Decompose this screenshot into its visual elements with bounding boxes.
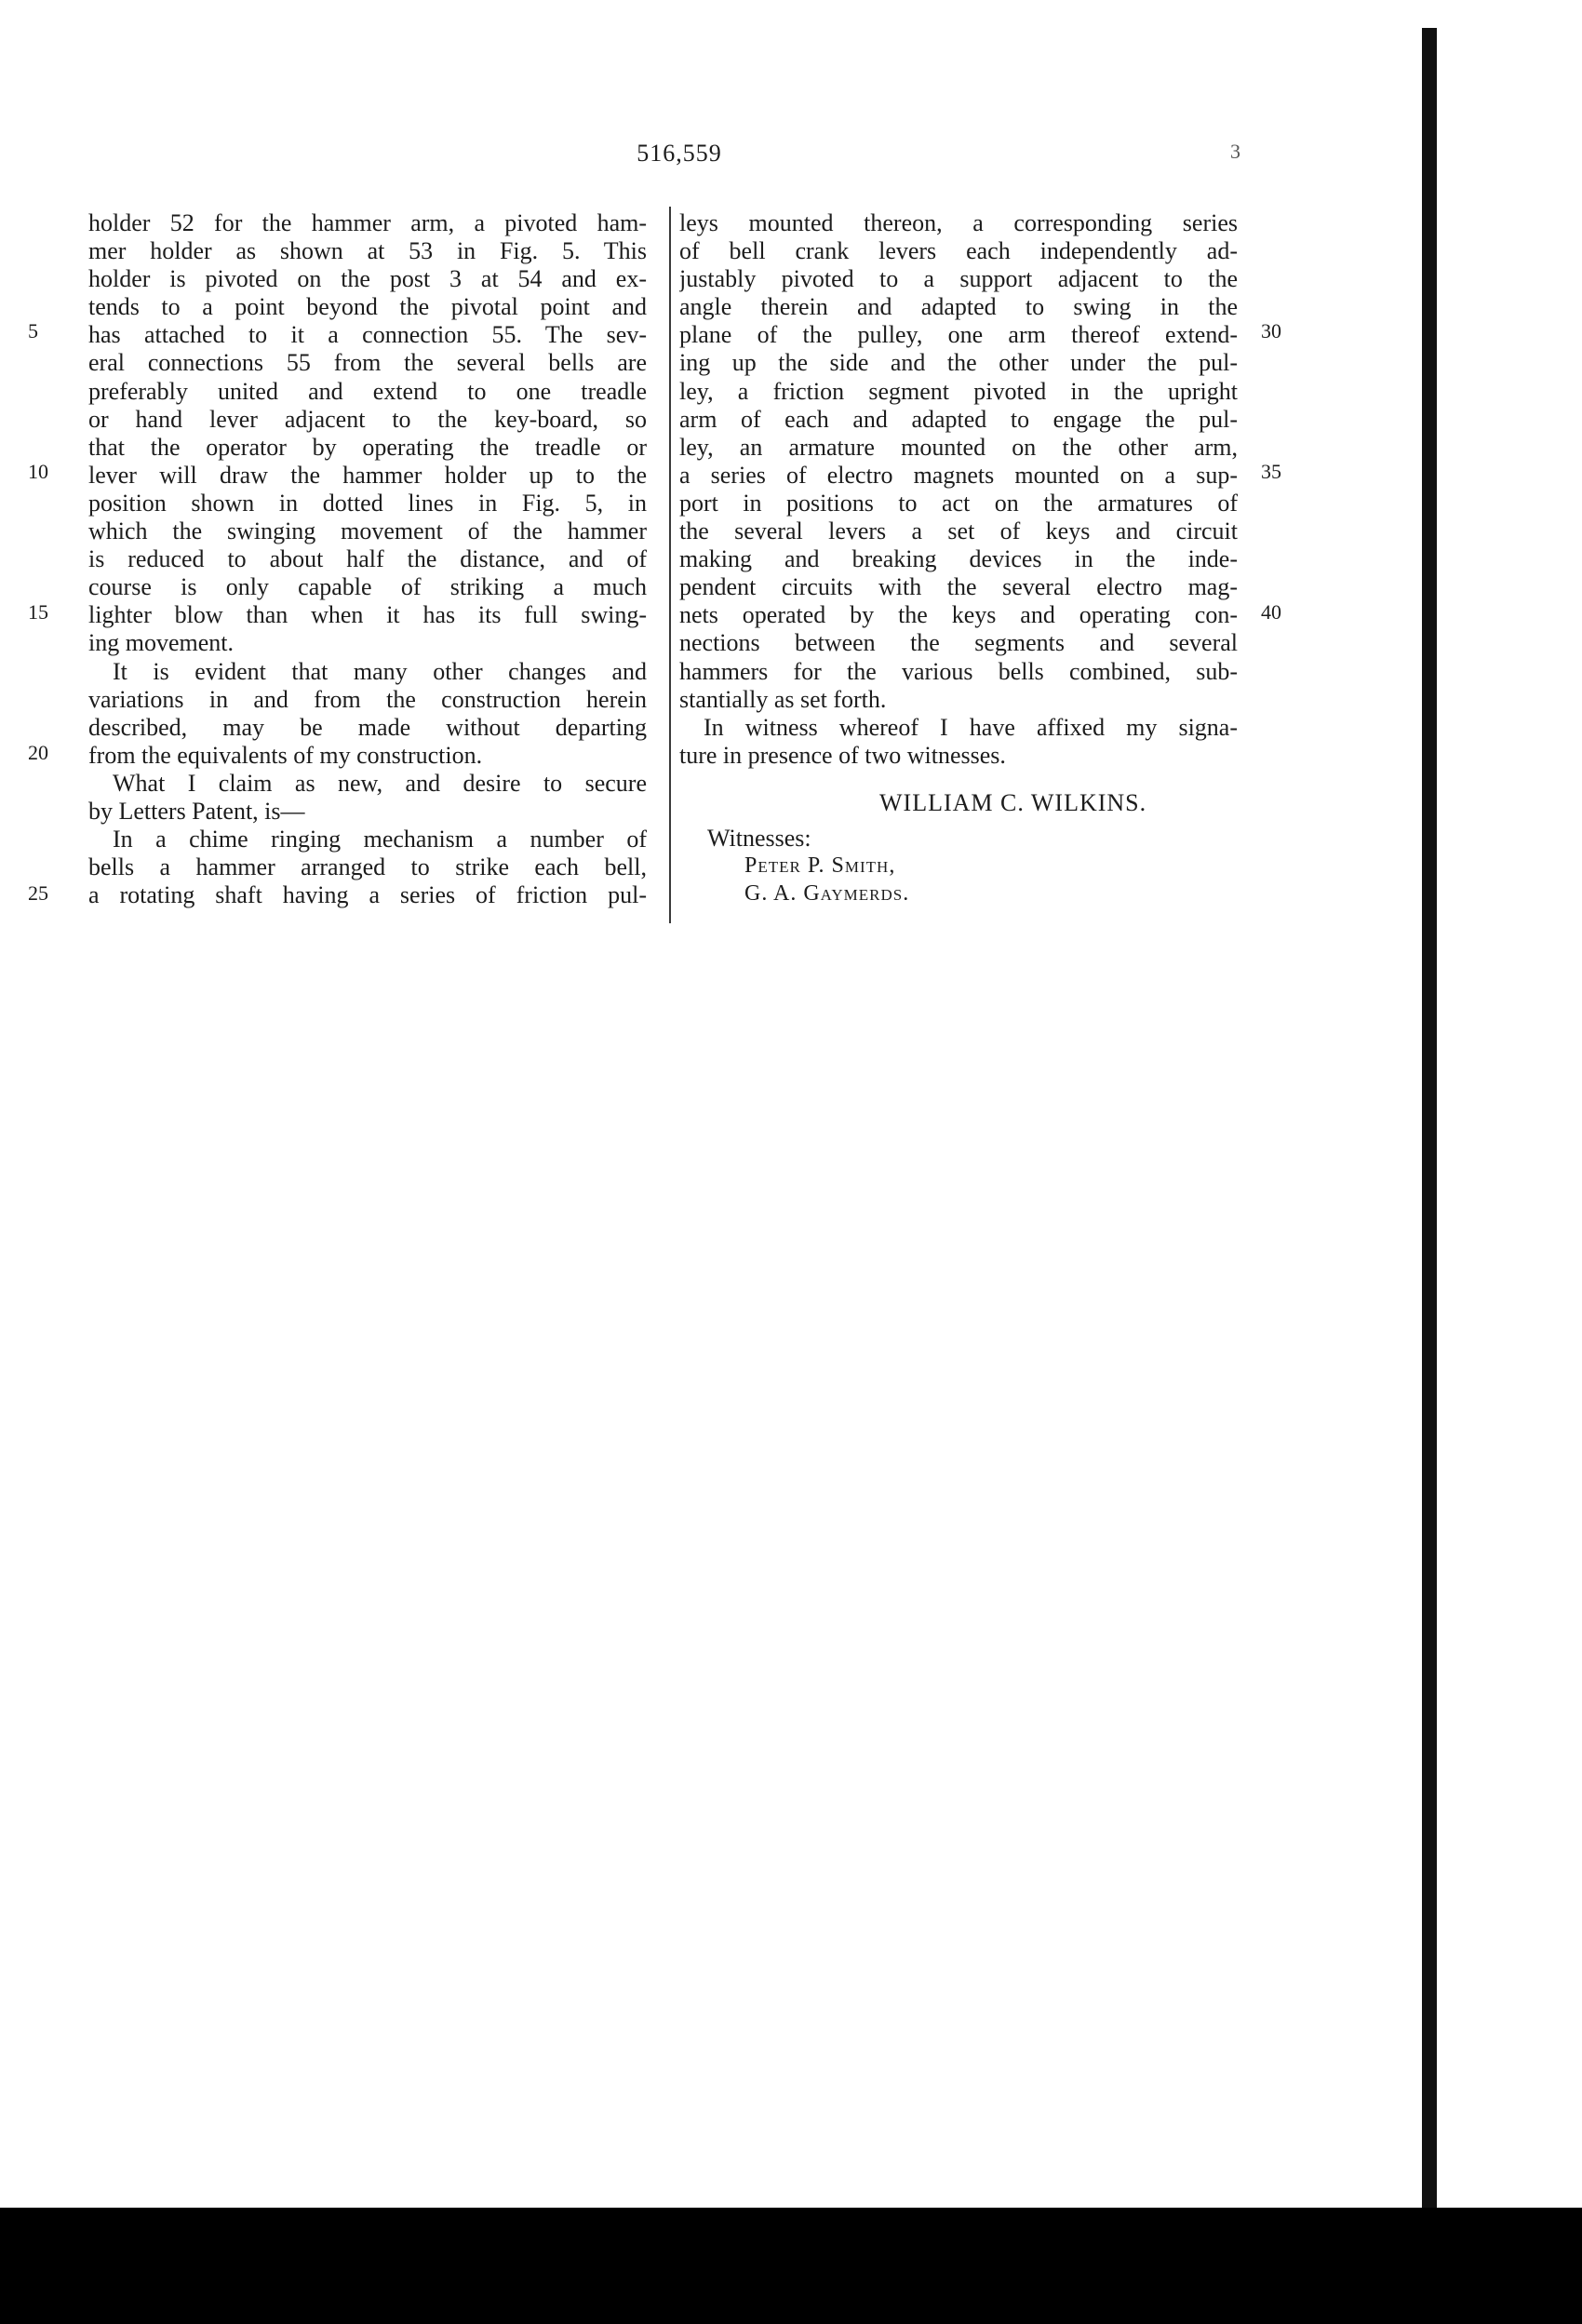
- text-line: variations in and from the construction herein: [88, 685, 647, 713]
- text-line: arm of each and adapted to engage the pul-: [679, 405, 1238, 433]
- text-line: In witness whereof I have affixed my signa-: [704, 713, 1238, 741]
- text-line: ture in presence of two witnesses.: [679, 741, 1006, 769]
- text-line: tends to a point beyond the pivotal point and: [88, 293, 647, 321]
- text-line: holder is pivoted on the post 3 at 54 and ex-: [88, 265, 647, 293]
- scan-bottom-band: [0, 2208, 1582, 2324]
- line-number: 20: [28, 741, 48, 764]
- text-line: position shown in dotted lines in Fig. 5, in: [88, 489, 647, 517]
- text-line: stantially as set forth.: [679, 685, 887, 713]
- sheet-number: 3: [1230, 140, 1240, 163]
- text-line: which the swinging movement of the hammer: [88, 517, 647, 545]
- line-number: 30: [1261, 319, 1281, 343]
- text-line: described, may be made without departing: [88, 713, 647, 741]
- left-text-column: [88, 209, 647, 909]
- text-line: has attached to it a connection 55. The sev-: [88, 321, 647, 349]
- text-line: mer holder as shown at 53 in Fig. 5. This: [88, 237, 647, 265]
- text-line: holder 52 for the hammer arm, a pivoted ham-: [88, 209, 647, 236]
- line-number: 10: [28, 460, 48, 483]
- text-line: a rotating shaft having a series of friction pul-: [88, 881, 647, 909]
- text-line: making and breaking devices in the inde-: [679, 545, 1238, 573]
- text-line: hammers for the various bells combined, sub-: [679, 657, 1238, 685]
- text-line: In a chime ringing mechanism a number of: [113, 826, 647, 853]
- text-line: course is only capable of striking a much: [88, 573, 647, 601]
- text-line: nections between the segments and several: [679, 629, 1238, 657]
- text-line: preferably united and extend to one treadle: [88, 377, 647, 405]
- text-line: ley, an armature mounted on the other arm,: [679, 433, 1238, 461]
- inventor-signature: WILLIAM C. WILKINS.: [879, 789, 1147, 816]
- text-line: It is evident that many other changes and: [113, 657, 647, 685]
- text-line: eral connections 55 from the several bells are: [88, 349, 647, 377]
- witness-name: Peter P. Smith,: [744, 853, 896, 878]
- column-divider: [669, 207, 671, 923]
- text-line: that the operator by operating the treadle or: [88, 433, 647, 461]
- text-line: port in positions to act on the armatures of: [679, 489, 1238, 517]
- text-line: of bell crank levers each independently ad-: [679, 237, 1238, 265]
- text-line: ing movement.: [88, 629, 234, 657]
- text-line: from the equivalents of my construction.: [88, 741, 483, 769]
- text-line: the several levers a set of keys and circuit: [679, 517, 1238, 545]
- text-line: justably pivoted to a support adjacent to the: [679, 265, 1238, 293]
- witnesses-label: Witnesses:: [707, 825, 811, 852]
- line-number: 15: [28, 600, 48, 624]
- text-line: ing up the side and the other under the pul-: [679, 349, 1238, 377]
- text-line: bells a hammer arranged to strike each bell,: [88, 853, 647, 881]
- text-line: or hand lever adjacent to the key-board, so: [88, 405, 647, 433]
- text-line: pendent circuits with the several electro mag-: [679, 573, 1238, 601]
- text-line: What I claim as new, and desire to secure: [113, 769, 647, 797]
- text-line: a series of electro magnets mounted on a sup-: [679, 461, 1238, 489]
- text-line: is reduced to about half the distance, and of: [88, 545, 647, 573]
- text-line: plane of the pulley, one arm thereof extend-: [679, 321, 1238, 349]
- scan-edge-shadow: [1422, 28, 1437, 2224]
- line-number: 35: [1261, 460, 1281, 483]
- text-line: lighter blow than when it has its full swing-: [88, 601, 647, 629]
- line-number: 5: [28, 319, 38, 343]
- text-line: ley, a friction segment pivoted in the upright: [679, 377, 1238, 405]
- text-line: leys mounted thereon, a corresponding series: [679, 209, 1238, 236]
- text-line: angle therein and adapted to swing in the: [679, 293, 1238, 321]
- text-line: lever will draw the hammer holder up to the: [88, 461, 647, 489]
- witness-name: G. A. Gaymerds.: [744, 881, 910, 906]
- line-number: 40: [1261, 600, 1281, 624]
- right-text-column: [679, 209, 1238, 770]
- line-number: 25: [28, 881, 48, 905]
- text-line: nets operated by the keys and operating con-: [679, 601, 1238, 629]
- text-line: by Letters Patent, is—: [88, 797, 305, 825]
- patent-number: 516,559: [637, 140, 722, 167]
